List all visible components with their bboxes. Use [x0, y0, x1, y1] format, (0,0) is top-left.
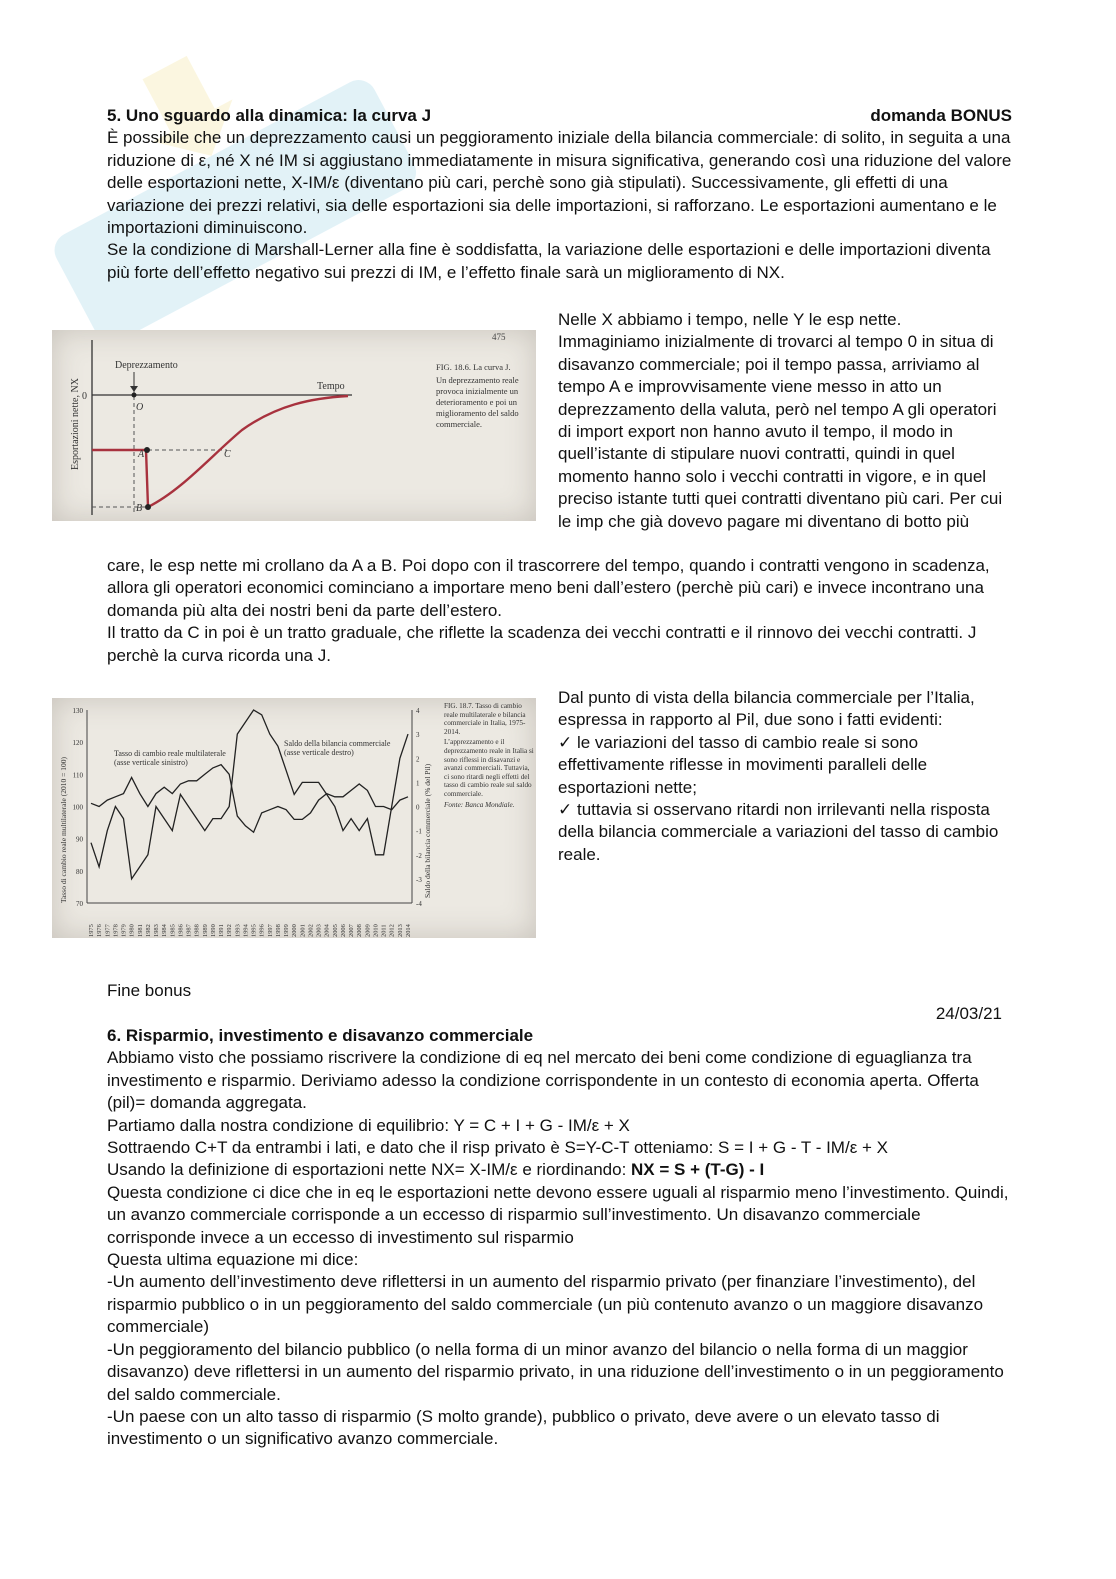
section-6 [107, 1025, 1012, 1451]
y-axis-label: Esportazioni nette, NX [70, 378, 81, 470]
year-tick-label: 1997 [266, 924, 274, 937]
year-tick-label: 1987 [185, 924, 193, 937]
equation-line-3 [107, 1159, 1012, 1181]
fig2-caption-body: L’apprezzamento e il deprezzamento reale in Italia si sono riflessi in disavanzi e avanzi commerciali. Tuttavia, ci sono ritardi negli effetti del tasso di cambio reale sul saldo commerciale. [444, 738, 534, 798]
fig-caption-line: Un deprezzamento reale [436, 375, 519, 385]
equation-line-1: Partiamo dalla nostra condizione di equilibrio: Y = C + I + G - IM/ε + X [107, 1115, 630, 1135]
year-tick-label: 1981 [136, 924, 144, 937]
right-tick-label: 0 [416, 803, 420, 812]
italy-chart-figure [52, 698, 536, 938]
point-c: C [224, 449, 231, 460]
fig-caption-line: miglioramento del saldo [436, 408, 519, 418]
side-text-2-bullet-2: ✓ tuttavia si osservano ritardi non irrilevanti nella risposta della bilancia commerciale a variazioni del tasso di cambio reale. [558, 800, 999, 864]
section-6-para-2: Questa condizione ci dice che in eq le esportazioni nette devono essere uguali al risparmio meno l’investimento. Quindi, un avanzo commerciale corrisponde a un eccesso di risparmio sull’investimento. Un disavanzo commerciale corrisponde invece a un eccesso di investimento sul risparmio [107, 1182, 1009, 1247]
fig-caption-line: provoca inizialmente un [436, 386, 519, 396]
right-tick-label: 3 [416, 731, 420, 740]
year-tick-label: 1985 [169, 924, 177, 937]
series-line-trade-balance [91, 710, 408, 879]
label-tempo: Tempo [317, 381, 345, 392]
year-tick-label: 1998 [274, 924, 282, 937]
section-5-title-row [107, 105, 1012, 127]
year-tick-label: 1994 [242, 924, 250, 937]
year-tick-label: 1991 [218, 924, 226, 937]
year-tick-label: 1988 [193, 924, 201, 937]
series-label-right: Saldo della bilancia commerciale [284, 739, 391, 748]
section-5-title: 5. Uno sguardo alla dinamica: la curva J [107, 106, 432, 125]
section-5-para-4: Il tratto da C in poi è un tratto graduale, che riflette la scadenza dei vecchi contratti e il rinnovo dei vecchi contratti. J perchè la curva ricorda una J. [107, 623, 977, 665]
section-5-para-1: È possibile che un deprezzamento causi un peggioramento iniziale della bilancia commerciale: di solito, in seguita a una riduzione di ε, né X né IM si aggiustano immediatamente in misura significativa, generando così una riduzione del valore delle esportazioni nette, X-IM/ε (diventano più cari, perchè sono già stipulati). Successivamente, gli effetti di una variazione dei prezzi relativi, sia delle esportazioni sia delle importazioni, si rafforzano. Le esportazioni aumentano e le importazioni diminuiscono. [107, 128, 1012, 238]
left-tick-label: 70 [76, 900, 83, 908]
year-tick-label: 1986 [177, 924, 185, 937]
right-tick-label: -2 [416, 851, 422, 860]
side-text-2-intro: Dal punto di vista della bilancia commerciale per l’Italia, espressa in rapporto al Pil, due sono i fatti evidenti: [558, 688, 975, 730]
section-6-question: Questa ultima equazione mi dice: [107, 1250, 359, 1270]
section-6-bullet-1: -Un aumento dell’investimento deve riflettersi in un aumento del risparmio privato (per finanziare l’investimento), del risparmio pubblico o in un peggioramento del saldo commerciale (un più contenuto avanzo o un maggiore disavanzo commerciale) [107, 1272, 984, 1337]
year-tick-label: 2009 [364, 924, 372, 937]
left-tick-label: 110 [72, 771, 83, 780]
equation-line-3-text: Usando la definizione di esportazioni nette NX= X-IM/ε e riordinando: [107, 1160, 632, 1180]
page-number: 475 [492, 332, 506, 342]
right-tick-label: -3 [416, 875, 422, 884]
year-tick-label: 1996 [258, 924, 266, 937]
year-tick-label: 2013 [396, 924, 404, 937]
left-tick-label: 90 [76, 835, 83, 844]
bonus-tag: domanda BONUS [870, 106, 1012, 125]
right-tick-label: -4 [416, 900, 422, 908]
year-tick-label: 1976 [96, 924, 104, 937]
fig2-caption-source: Fonte: Banca Mondiale. [444, 800, 515, 809]
y-axis-right-label: Saldo della bilancia commerciale (% del Pil) [423, 763, 432, 898]
year-tick-label: 2010 [372, 924, 380, 937]
left-tick-label: 80 [76, 867, 83, 876]
italy-line-chart [52, 698, 536, 938]
year-tick-label: 2008 [356, 924, 364, 937]
year-tick-label: 1993 [234, 924, 242, 937]
section-6-bullet-3: -Un paese con un alto tasso di risparmio (S molto grande), pubblico o privato, deve avere o un elevato tasso di investimento o un significativo avanzo commerciale. [107, 1406, 940, 1449]
year-tick-label: 1980 [128, 924, 136, 937]
j-curve-figure [52, 330, 536, 521]
year-tick-label: 1992 [226, 924, 234, 937]
year-tick-label: 1978 [112, 924, 120, 937]
year-tick-label: 1990 [209, 924, 217, 937]
side-text-1: Nelle X abbiamo i tempo, nelle Y le esp nette. Immaginiamo inizialmente di trovarci al tempo 0 in situa di disavanzo commerciale; poi il tempo passa, arriviamo al tempo A e improvvisamente viene messo in atto un deprezzamento della valuta, però nel tempo A gli operatori di import export non hanno avuto il tempo, il modo in quell’istante di stipulare nuovi contratti, quindi in quel momento hanno solo i vecchi contratti in vigore, e in quel preciso istante tutti quei contratti diventano più cari. Per cui le imp che già dovevo pagare mi diventano di botto più [558, 310, 1003, 531]
year-tick-label: 1989 [201, 924, 209, 937]
fig-caption-title: FIG. 18.6. La curva J. [436, 362, 511, 372]
fine-bonus [107, 980, 1012, 1002]
year-tick-label: 2002 [307, 924, 315, 937]
year-tick-label: 2005 [331, 924, 339, 937]
year-tick-label: 2001 [299, 924, 307, 937]
year-tick-label: 1999 [283, 924, 291, 937]
left-tick-label: 120 [72, 739, 83, 748]
nx-equation: NX = S + (T-G) - I [631, 1160, 765, 1180]
point-a: A [138, 449, 145, 460]
right-tick-label: 4 [416, 707, 420, 715]
section-6-title: 6. Risparmio, investimento e disavanzo commerciale [107, 1026, 534, 1045]
equation-line-2: Sottraendo C+T da entrambi i lati, e dato che il risp privato è S=Y-C-T otteniamo: S = I + G - T - IM/ε + X [107, 1138, 888, 1158]
year-tick-label: 1977 [104, 924, 112, 937]
year-tick-label: 2006 [339, 924, 347, 937]
year-tick-label: 2011 [380, 924, 388, 937]
year-tick-label: 2000 [291, 924, 299, 937]
label-zero: 0 [82, 391, 87, 402]
italy-explanation [558, 687, 1008, 866]
label-deprezzamento: Deprezzamento [115, 360, 178, 371]
series-label-left: Tasso di cambio reale multilaterale [114, 749, 226, 758]
fig-caption-line: deterioramento e poi un [436, 397, 517, 407]
year-tick-label: 2012 [388, 924, 396, 937]
section-5-cont [107, 555, 1012, 667]
right-tick-label: 1 [416, 779, 420, 788]
year-tick-label: 2004 [323, 924, 331, 937]
y-axis-left-label: Tasso di cambio reale multilaterale (2010 = 100) [59, 757, 68, 903]
section-5 [107, 105, 1012, 284]
series-label-left-sub: (asse verticale sinistro) [114, 758, 188, 767]
j-curve-explanation [558, 309, 1008, 533]
year-tick-label: 1975 [88, 924, 95, 937]
side-text-2-bullet-1: ✓ le variazioni del tasso di cambio reale si sono effettivamente riflesse in movimenti paralleli delle esportazioni nette; [558, 732, 928, 797]
left-tick-label: 130 [72, 707, 83, 715]
right-tick-label: 2 [416, 755, 420, 764]
fig2-caption-title: FIG. 18.7. Tasso di cambio reale multilaterale e bilancia commerciale in Italia, 1975-2014. [444, 702, 526, 736]
series-label-right-sub: (asse verticale destro) [284, 748, 354, 757]
right-tick-label: -1 [416, 827, 422, 836]
lecture-date: 24/03/21 [935, 1004, 1002, 1023]
year-tick-label: 1984 [161, 924, 169, 937]
section-5-para-2: Se la condizione di Marshall-Lerner alla fine è soddisfatta, la variazione delle esportazioni e delle importazioni diventa più forte dell’effetto negativo sui prezzi di IM, e l’effetto finale sarà un miglioramento di NX. [107, 240, 991, 282]
fine-bonus-text: Fine bonus [107, 981, 192, 1000]
year-tick-label: 2014 [405, 924, 412, 937]
point-o: O [136, 402, 144, 413]
point-b: B [136, 503, 143, 514]
year-tick-label: 1979 [120, 924, 128, 937]
year-tick-label: 2007 [348, 924, 356, 937]
left-tick-label: 100 [72, 803, 83, 812]
section-6-para-1: Abbiamo visto che possiamo riscrivere la condizione di eq nel mercato dei beni come condizione di eguaglianza tra investimento e risparmio. Deriviamo adesso la condizione corrispondente in un contesto di economia aperta. Offerta (pil)= domanda aggregata. [107, 1048, 979, 1113]
year-tick-label: 1983 [153, 924, 161, 937]
fig-caption-line: commerciale. [436, 419, 483, 429]
section-6-bullet-2: -Un peggioramento del bilancio pubblico (o nella forma di un minor avanzo del bilancio o nella forma di un maggior disavanzo) deve riflettersi in un aumento del risparmio privato, in una riduzione dell’investimento o in un peggioramento del saldo commerciale. [107, 1339, 1004, 1404]
section-5-para-3: care, le esp nette mi crollano da A a B. Poi dopo con il trascorrere del tempo, quando i contratti vengono in scadenza, allora gli operatori economici cominciano a importare meno beni dall’estero (perchè più cari) e invece incontrano una domanda più alta dei nostri beni da parte dell’estero. [107, 556, 990, 620]
year-tick-label: 1995 [250, 924, 258, 937]
year-tick-label: 1982 [144, 924, 152, 937]
year-tick-label: 2003 [315, 924, 323, 937]
series-line-exchange-rate [91, 765, 408, 833]
